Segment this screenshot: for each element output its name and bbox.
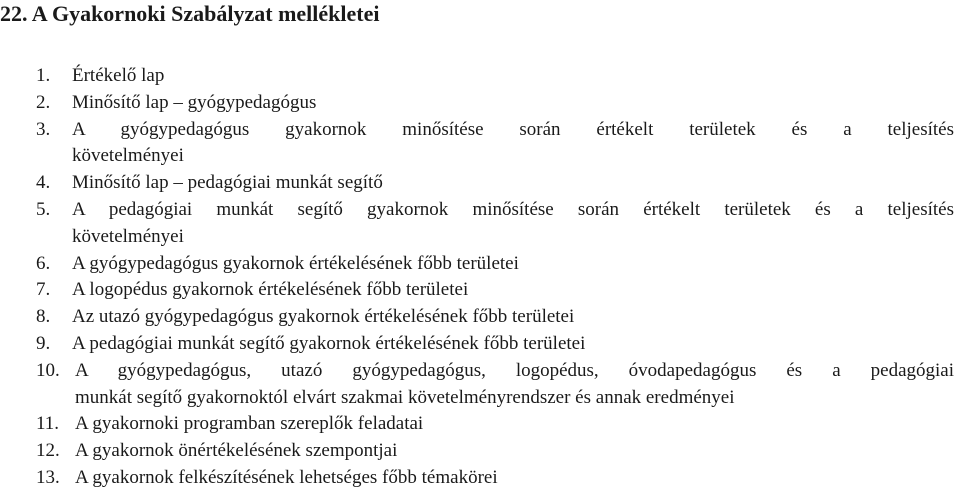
list-item-number: 7.: [36, 279, 51, 301]
list-item: [36, 90, 954, 117]
list-item-line: A gyakornok felkészítésének lehetséges főbb témakörei: [75, 466, 498, 488]
list-item-line: A logopédus gyakornok értékelésének főbb területei: [72, 279, 469, 301]
list-item-line: A pedagógiai munkát segítő gyakornok értékelésének főbb területei: [72, 332, 586, 354]
list-item-line: A gyakornoki programban szereplők feladatai: [75, 413, 424, 435]
list-item: [36, 277, 954, 304]
list-item-text: [72, 63, 954, 90]
section-heading: 22. A Gyakornoki Szabályzat mellékletei: [0, 1, 380, 26]
list-item-line: követelményei: [72, 145, 184, 167]
list-item-text: [72, 197, 954, 251]
list-item-number: 12.: [36, 440, 60, 462]
list-item-text: [75, 465, 954, 492]
list-item-text: [75, 411, 954, 438]
list-item-number: 9.: [36, 332, 51, 354]
list-item-line: A pedagógiai munkát segítő gyakornok minősítése során értékelt területek és a teljesítés: [72, 198, 954, 220]
list-item-number: 8.: [36, 306, 51, 328]
list-item-number: 13.: [36, 466, 60, 488]
list-item-text: [72, 277, 954, 304]
list-item-line: követelményei: [72, 225, 184, 247]
list-item-number: 3.: [36, 118, 51, 140]
list-item-text: [72, 251, 954, 278]
list-item: [36, 304, 954, 331]
list-item-number: 10.: [36, 359, 60, 381]
list-item-text: [72, 170, 954, 197]
list-item: [36, 63, 954, 90]
list-item-text: [72, 331, 954, 358]
list-item: [36, 251, 954, 278]
list-item-number: 2.: [36, 91, 51, 113]
list-item-line: Minősítő lap – gyógypedagógus: [72, 91, 317, 113]
list-item-line: Az utazó gyógypedagógus gyakornok értékelésének főbb területei: [72, 306, 575, 328]
list-item-line: Értékelő lap: [72, 65, 165, 86]
list-item-text: [75, 358, 954, 412]
list-item: [36, 170, 954, 197]
list-item-line: Minősítő lap – pedagógiai munkát segítő: [72, 172, 383, 194]
list-item: [36, 411, 954, 438]
list-item-line: A gyógypedagógus gyakornok értékelésének főbb területei: [72, 252, 519, 274]
list-item: [36, 438, 954, 465]
list-item-line: A gyógypedagógus, utazó gyógypedagógus, logopédus, óvodapedagógus és a pedagógiai: [75, 359, 954, 381]
list-item-line: A gyógypedagógus gyakornok minősítése során értékelt területek és a teljesítés: [72, 118, 954, 140]
list-item-text: [72, 304, 954, 331]
list-item-line: munkát segítő gyakornoktól elvárt szakmai követelményrendszer és annak eredményei: [75, 386, 735, 408]
list-item-number: 4.: [36, 172, 51, 194]
list-item-text: [72, 117, 954, 171]
appendix-list: [36, 63, 954, 492]
list-item-line: A gyakornok önértékelésének szempontjai: [75, 440, 398, 462]
list-item-number: 1.: [36, 65, 51, 86]
list-item-text: [72, 90, 954, 117]
list-item-number: 11.: [36, 413, 60, 435]
list-item: [36, 331, 954, 358]
list-item-number: 5.: [36, 198, 51, 220]
list-item-text: [75, 438, 954, 465]
list-item: [36, 197, 954, 251]
list-item: [36, 117, 954, 171]
list-item: [36, 358, 954, 412]
list-item: [36, 465, 954, 492]
list-item-number: 6.: [36, 252, 51, 274]
